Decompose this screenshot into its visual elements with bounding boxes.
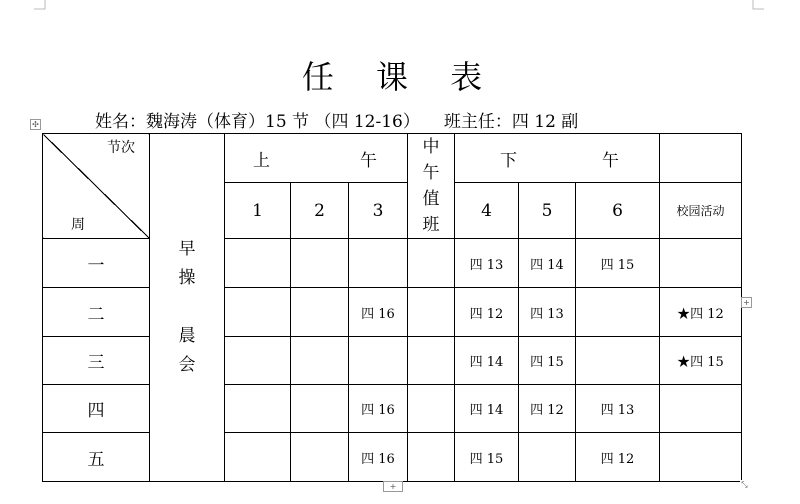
corner-period-label: 节次 xyxy=(107,140,135,156)
period-header-4: 4 xyxy=(455,183,519,239)
activity-top-cell xyxy=(660,134,742,183)
period-header-5: 5 xyxy=(519,183,576,239)
table-move-handle-icon[interactable]: ✣ xyxy=(30,119,41,130)
schedule-cell xyxy=(349,337,408,385)
day-label: 二 xyxy=(43,288,150,337)
activity-cell xyxy=(660,385,742,433)
period-header-6: 6 xyxy=(576,183,660,239)
activity-header: 校园活动 xyxy=(660,183,742,239)
activity-cell xyxy=(660,433,742,482)
noon-duty-slot xyxy=(408,433,455,482)
schedule-cell xyxy=(225,433,291,482)
schedule-cell xyxy=(225,288,291,337)
activity-cell: ★四 15 xyxy=(660,337,742,385)
day-label: 五 xyxy=(43,433,150,482)
table-row xyxy=(43,337,742,385)
corner-header-cell xyxy=(43,134,150,239)
activity-cell xyxy=(660,239,742,288)
schedule-cell xyxy=(291,288,349,337)
table-row xyxy=(43,385,742,433)
afternoon-header-cell: 下 午 xyxy=(455,134,660,183)
head-teacher-info: 班主任：四 12 副 xyxy=(443,112,579,132)
noon-duty-slot xyxy=(408,385,455,433)
schedule-cell xyxy=(291,433,349,482)
schedule-cell xyxy=(291,239,349,288)
morning-header-cell: 上 午 xyxy=(225,134,408,183)
schedule-cell: 四 14 xyxy=(455,385,519,433)
add-row-bottom-plus-icon[interactable]: + xyxy=(383,481,403,492)
schedule-cell: 四 15 xyxy=(455,433,519,482)
schedule-cell xyxy=(291,337,349,385)
activity-cell: ★四 12 xyxy=(660,288,742,337)
noon-duty-slot xyxy=(408,239,455,288)
noon-duty-slot xyxy=(408,337,455,385)
schedule-cell: 四 12 xyxy=(455,288,519,337)
schedule-cell xyxy=(225,385,291,433)
schedule-cell xyxy=(225,239,291,288)
table-row xyxy=(43,433,742,482)
table-row xyxy=(43,288,742,337)
schedule-cell: 四 12 xyxy=(519,385,576,433)
day-label: 一 xyxy=(43,239,150,288)
schedule-cell: 四 12 xyxy=(576,433,660,482)
page-title: 任 课 表 xyxy=(301,58,499,96)
day-label: 三 xyxy=(43,337,150,385)
page-corner-mark-right-icon xyxy=(752,0,764,10)
teacher-name-info: 姓名：魏海涛（体育）15 节 （四 12-16） xyxy=(95,112,420,132)
noon-duty-slot xyxy=(408,288,455,337)
schedule-cell: 四 13 xyxy=(455,239,519,288)
schedule-cell: 四 16 xyxy=(349,433,408,482)
period-header-1: 1 xyxy=(225,183,291,239)
schedule-cell: 四 13 xyxy=(519,288,576,337)
add-row-plus-icon[interactable]: + xyxy=(741,297,752,308)
schedule-cell xyxy=(576,288,660,337)
schedule-table xyxy=(42,133,742,482)
corner-day-label: 周 xyxy=(71,217,85,233)
noon-duty-cell: 中 午 值 班 xyxy=(408,134,455,239)
page-corner-mark-left-icon xyxy=(34,0,46,10)
schedule-cell: 四 14 xyxy=(519,239,576,288)
schedule-cell: 四 16 xyxy=(349,288,408,337)
morning-exercise-cell: 早 操 晨 会 xyxy=(150,134,225,482)
schedule-cell: 四 13 xyxy=(576,385,660,433)
day-label: 四 xyxy=(43,385,150,433)
schedule-cell xyxy=(349,239,408,288)
table-row xyxy=(43,239,742,288)
schedule-cell xyxy=(576,337,660,385)
period-header-3: 3 xyxy=(349,183,408,239)
period-header-2: 2 xyxy=(291,183,349,239)
teacher-info-line xyxy=(95,107,578,132)
schedule-cell: 四 14 xyxy=(455,337,519,385)
table-resize-handle-icon[interactable]: ⤡ xyxy=(741,480,748,489)
schedule-cell xyxy=(225,337,291,385)
schedule-cell: 四 15 xyxy=(576,239,660,288)
schedule-cell: 四 16 xyxy=(349,385,408,433)
schedule-cell xyxy=(519,433,576,482)
schedule-cell xyxy=(291,385,349,433)
schedule-cell: 四 15 xyxy=(519,337,576,385)
